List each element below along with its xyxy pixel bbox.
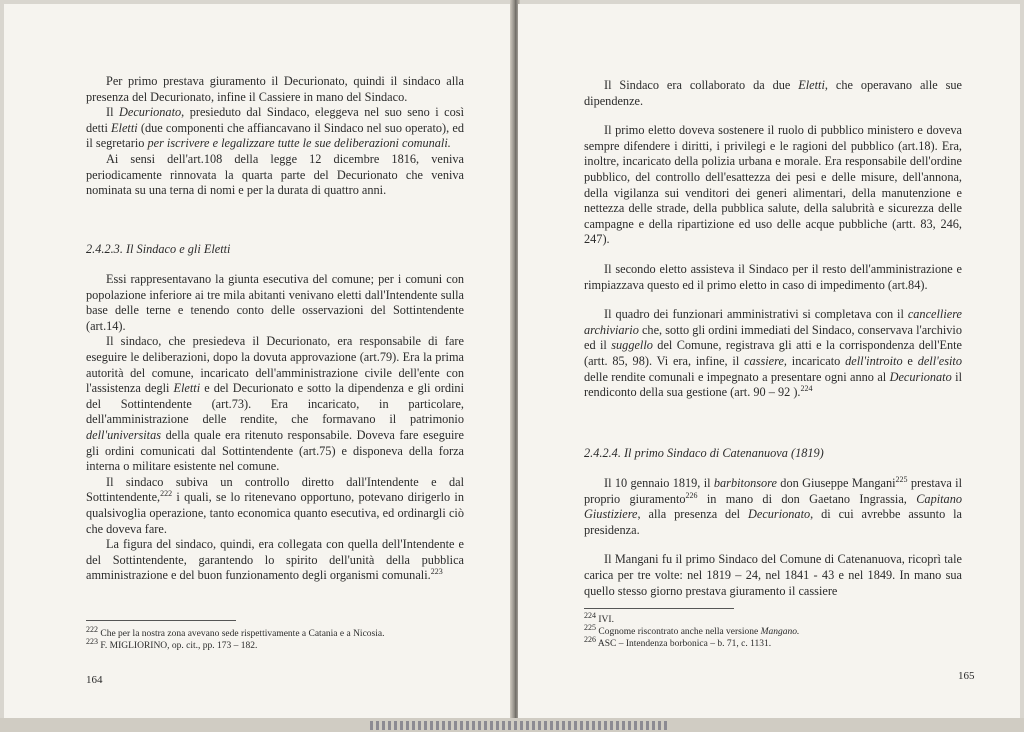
footnote-226: $^{226}$ ASC – Intendenza borbonica – b. 71, c. 1131. [584, 634, 772, 649]
right-page [518, 4, 1020, 718]
left-body-block-2 [86, 272, 464, 584]
page-number-right: 165 [958, 670, 975, 682]
right-footnotes [584, 610, 984, 650]
scan-bottom-edge [0, 718, 1024, 732]
left-paragraph-2: Il Decurionato, presieduto dal Sindaco, eleggeva nel suo seno i così detti Eletti (due componenti che affiancavano il Sindaco nel suo operato), ed il segretario per iscrivere e legalizzare tutte le sue deliberazioni comunali. [86, 105, 464, 151]
left-paragraph-1: Per primo prestava giuramento il Decurionato, quindi il sindaco alla presenza del Decurionato, infine il Cassiere in mano del Sindaco. [86, 74, 464, 104]
footnote-224: $^{224}$ IVI. [584, 610, 614, 625]
right-paragraph-6: Il Mangani fu il primo Sindaco del Comune di Catenanuova, ricoprì tale carica per tre volte: nel 1819 – 24, nel 1841 - 43 e nel 1849. In mano sua quello stesso giorno prestava giuramento il cassiere [584, 552, 962, 598]
footnote-223: $^{223}$ F. MIGLIORINO, op. cit., pp. 173 – 182. [86, 636, 258, 651]
left-footnote-rule [86, 620, 236, 621]
right-footnote-rule [584, 608, 734, 609]
right-body-block-1 [584, 78, 962, 401]
footnote-ref-223: 223 [430, 567, 443, 577]
footnote-225: $^{225}$ Cognome riscontrato anche nella versione Mangano. [584, 622, 800, 637]
left-footnotes [86, 624, 486, 652]
right-paragraph-4: Il quadro dei funzionari amministrativi si completava con il cancelliere archiviario che, sotto gli ordini immediati del Sindaco, conservava l'archivio ed il suggello del Comune, registrava gli atti e la corrispondenza dell'Ente (artt. 85, 98). Vi era, infine, il cassiere, incaricato dell'introito e dell'esito delle rendite comunali e impegnato a presentare ogni anno al Decurionato il rendiconto della sua gestione (art. 90 – 92 ).$^{224}$ [584, 307, 962, 400]
page-number-left: 164 [86, 674, 103, 686]
left-paragraph-6: Il sindaco subiva un controllo diretto dall'Intendente e dal Sottintendente,$^{222}$ i quali, se lo ritenevano opportuno, potevano dirigerlo in qualsivoglia operazione, tanto economica quanto esecutiva, ed ordinargli ciò che doveva fare. [86, 474, 464, 536]
footnote-ref-222: 222 [160, 489, 173, 499]
footnote-ref-225: 225 [895, 474, 908, 484]
section-heading-2-4-2-3: 2.4.2.3. Il Sindaco e gli Eletti [86, 242, 231, 256]
footnote-ref-226: 226 [685, 490, 698, 500]
left-page [4, 4, 514, 718]
right-paragraph-1: Il Sindaco era collaborato da due Eletti, che operavano alle sue dipendenze. [584, 78, 962, 108]
right-paragraph-2: Il primo eletto doveva sostenere il ruolo di pubblico ministero e doveva sempre difendere i diritti, i privilegi e le ragioni del pubblico (art.18). Era, inoltre, incaricato della polizia urbana e morale. Era responsabile dell'ordine pubblico, del controllo dell'esattezza dei pesi e delle misure, dell'annona, della vigilanza sui venditori dei generi alimentari, della manutenzione e nettezza delle strade, della pubblica salute, della salubrità e sicurezza delle campagne e della ripartizione ed uso delle acque pubbliche (artt. 83, 246, 247). [584, 123, 962, 247]
right-paragraph-3: Il secondo eletto assisteva il Sindaco per il resto dell'amministrazione e rimpiazzava questo ed il primo eletto in caso di impedimento (art.84). [584, 261, 962, 292]
footnote-222: $^{222}$ Che per la nostra zona avevano sede rispettivamente a Catania e a Nicosia. [86, 624, 385, 639]
left-paragraph-3: Ai sensi dell'art.108 della legge 12 dicembre 1816, veniva periodicamente rinnovata la quarta parte del Decurionato che veniva nominata su una terna di nomi e per la durata di quattro anni. [86, 151, 464, 198]
scan-strip-marks [370, 721, 670, 730]
right-paragraph-5: Il 10 gennaio 1819, il barbitonsore don Giuseppe Mangani$^{225}$ prestava il proprio giuramento$^{226}$ in mano di don Gaetano Ingrassia, Capitano Giustiziere, alla presenza del Decurionato, di cui avrebbe assunto la presidenza. [584, 474, 963, 537]
left-paragraph-5: Il sindaco, che presiedeva il Decurionato, era responsabile di fare eseguire le deliberazioni, dopo la dovuta approvazione (art.79). Era la prima autorità del comune, incaricato dell'amministrazione civile dell'ente con l'assistenza degli Eletti e del Decurionato e sotto la dipendenza e gli ordini del Sottintendente (art.73). Era incaricato, in particolare, dell'amministrazione delle rendite, che formavano il patrimonio dell'universitas della quale era ritenuto responsabile. Doveva fare eseguire gli ordini comunicati dal Sottintendente (art.75) e disponeva della forza interna o militare esistente nel comune. [86, 334, 464, 474]
right-body-block-2 [584, 476, 962, 599]
footnote-ref-224: 224 [800, 384, 813, 393]
left-body-block-1 [86, 74, 464, 199]
section-heading-2-4-2-4: 2.4.2.4. Il primo Sindaco di Catenanuova (1819) [584, 446, 824, 460]
left-paragraph-4: Essi rappresentavano la giunta esecutiva del comune; per i comuni con popolazione inferiore ai tre mila abitanti venivano eletti dall'Intendente sulla base delle terne e tenendo conto delle osservazioni del Sottintendente (art.14). [86, 272, 464, 333]
left-paragraph-7: La figura del sindaco, quindi, era collegata con quella dell'Intendente e del Sottintendente, garantendo lo spirito dell'unità della pubblica amministrazione e del buon funzionamento degli organismi comunali.$^{223}$ [86, 537, 464, 583]
